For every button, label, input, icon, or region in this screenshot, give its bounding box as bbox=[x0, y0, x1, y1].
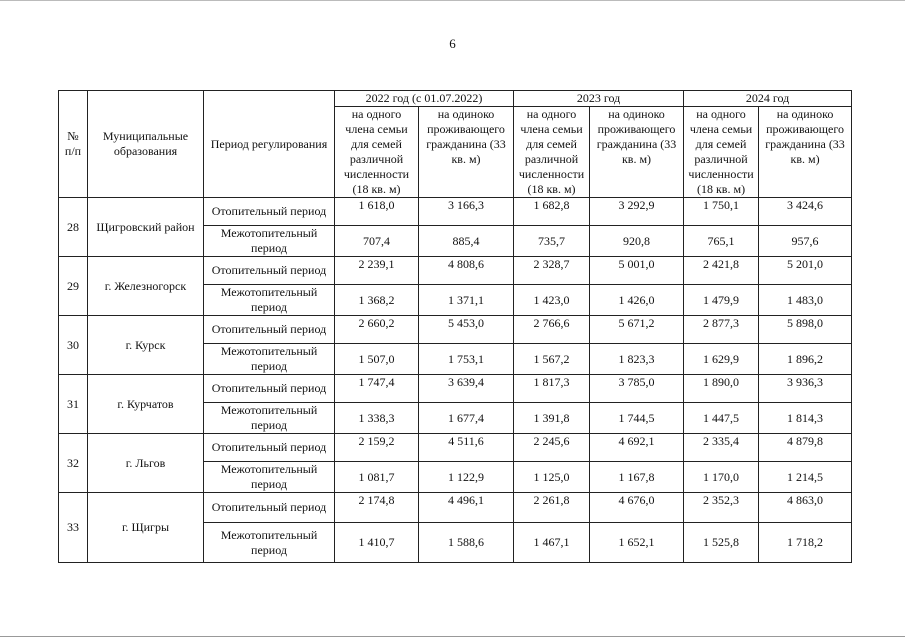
value-cell: 2 660,2 bbox=[335, 316, 419, 344]
value-cell: 2 245,6 bbox=[514, 434, 590, 462]
scan-edge-bottom bbox=[0, 636, 905, 637]
value-cell: 2 335,4 bbox=[684, 434, 759, 462]
value-cell: 2 239,1 bbox=[335, 257, 419, 285]
row-number: 31 bbox=[59, 375, 88, 434]
value-cell: 1 447,5 bbox=[684, 403, 759, 434]
value-cell: 1 483,0 bbox=[759, 285, 852, 316]
value-cell: 1 167,8 bbox=[590, 462, 684, 493]
period-label: Отопительный период bbox=[204, 434, 335, 462]
scan-edge-top bbox=[0, 0, 905, 1]
header-year-2023: 2023 год bbox=[514, 91, 684, 107]
value-cell: 1 467,1 bbox=[514, 523, 590, 563]
value-cell: 1 368,2 bbox=[335, 285, 419, 316]
value-cell: 1 896,2 bbox=[759, 344, 852, 375]
value-cell: 5 671,2 bbox=[590, 316, 684, 344]
value-cell: 4 863,0 bbox=[759, 493, 852, 523]
value-cell: 3 292,9 bbox=[590, 198, 684, 226]
period-label: Отопительный период bbox=[204, 316, 335, 344]
value-cell: 1 426,0 bbox=[590, 285, 684, 316]
value-cell: 885,4 bbox=[419, 226, 514, 257]
subheader-single-2023: на одиноко проживающего гражданина (33 кв. м) bbox=[590, 107, 684, 198]
value-cell: 1 718,2 bbox=[759, 523, 852, 563]
value-cell: 1 618,0 bbox=[335, 198, 419, 226]
period-label: Отопительный период bbox=[204, 493, 335, 523]
header-municipality: Муниципальные образования bbox=[88, 91, 204, 198]
period-label: Межотопительный период bbox=[204, 523, 335, 563]
municipality-name: г. Курск bbox=[88, 316, 204, 375]
value-cell: 4 676,0 bbox=[590, 493, 684, 523]
header-year-2022: 2022 год (с 01.07.2022) bbox=[335, 91, 514, 107]
value-cell: 1 338,3 bbox=[335, 403, 419, 434]
table-row bbox=[59, 434, 852, 462]
tariff-table bbox=[58, 90, 852, 563]
subheader-single-2024: на одиноко проживающего гражданина (33 кв. м) bbox=[759, 107, 852, 198]
header-period: Период регулирования bbox=[204, 91, 335, 198]
page-number: 6 bbox=[449, 36, 456, 51]
value-cell: 1 081,7 bbox=[335, 462, 419, 493]
value-cell: 920,8 bbox=[590, 226, 684, 257]
value-cell: 3 639,4 bbox=[419, 375, 514, 403]
value-cell: 1 682,8 bbox=[514, 198, 590, 226]
value-cell: 4 511,6 bbox=[419, 434, 514, 462]
value-cell: 1 744,5 bbox=[590, 403, 684, 434]
value-cell: 707,4 bbox=[335, 226, 419, 257]
value-cell: 2 352,3 bbox=[684, 493, 759, 523]
value-cell: 1 890,0 bbox=[684, 375, 759, 403]
value-cell: 2 261,8 bbox=[514, 493, 590, 523]
table-row bbox=[59, 493, 852, 523]
subheader-family-2023: на одного члена семьи для семей различной численности (18 кв. м) bbox=[514, 107, 590, 198]
value-cell: 1 423,0 bbox=[514, 285, 590, 316]
table-row bbox=[59, 316, 852, 344]
value-cell: 3 424,6 bbox=[759, 198, 852, 226]
value-cell: 1 677,4 bbox=[419, 403, 514, 434]
value-cell: 2 174,8 bbox=[335, 493, 419, 523]
value-cell: 2 421,8 bbox=[684, 257, 759, 285]
value-cell: 1 817,3 bbox=[514, 375, 590, 403]
value-cell: 2 328,7 bbox=[514, 257, 590, 285]
value-cell: 1 823,3 bbox=[590, 344, 684, 375]
header-num-text: № п/п bbox=[64, 129, 82, 158]
value-cell: 1 814,3 bbox=[759, 403, 852, 434]
value-cell: 765,1 bbox=[684, 226, 759, 257]
period-label: Межотопительный период bbox=[204, 285, 335, 316]
value-cell: 1 391,8 bbox=[514, 403, 590, 434]
value-cell: 957,6 bbox=[759, 226, 852, 257]
value-cell: 1 567,2 bbox=[514, 344, 590, 375]
value-cell: 1 747,4 bbox=[335, 375, 419, 403]
value-cell: 5 453,0 bbox=[419, 316, 514, 344]
value-cell: 735,7 bbox=[514, 226, 590, 257]
value-cell: 1 588,6 bbox=[419, 523, 514, 563]
value-cell: 1 629,9 bbox=[684, 344, 759, 375]
table-row bbox=[59, 257, 852, 285]
header-year-2024: 2024 год bbox=[684, 91, 852, 107]
value-cell: 1 507,0 bbox=[335, 344, 419, 375]
value-cell: 4 496,1 bbox=[419, 493, 514, 523]
value-cell: 5 201,0 bbox=[759, 257, 852, 285]
value-cell: 1 410,7 bbox=[335, 523, 419, 563]
value-cell: 1 479,9 bbox=[684, 285, 759, 316]
value-cell: 4 808,6 bbox=[419, 257, 514, 285]
value-cell: 1 750,1 bbox=[684, 198, 759, 226]
municipality-name: г. Железногорск bbox=[88, 257, 204, 316]
period-label: Отопительный период bbox=[204, 257, 335, 285]
value-cell: 3 936,3 bbox=[759, 375, 852, 403]
row-number: 29 bbox=[59, 257, 88, 316]
period-label: Отопительный период bbox=[204, 375, 335, 403]
municipality-name: г. Щигры bbox=[88, 493, 204, 563]
value-cell: 1 170,0 bbox=[684, 462, 759, 493]
value-cell: 4 879,8 bbox=[759, 434, 852, 462]
value-cell: 1 525,8 bbox=[684, 523, 759, 563]
value-cell: 5 898,0 bbox=[759, 316, 852, 344]
municipality-name: Щигровский район bbox=[88, 198, 204, 257]
period-label: Отопительный период bbox=[204, 198, 335, 226]
value-cell: 2 766,6 bbox=[514, 316, 590, 344]
row-number: 33 bbox=[59, 493, 88, 563]
value-cell: 1 125,0 bbox=[514, 462, 590, 493]
value-cell: 2 159,2 bbox=[335, 434, 419, 462]
subheader-family-2022: на одного члена семьи для семей различной численности (18 кв. м) bbox=[335, 107, 419, 198]
value-cell: 5 001,0 bbox=[590, 257, 684, 285]
period-label: Межотопительный период bbox=[204, 403, 335, 434]
table-row bbox=[59, 375, 852, 403]
value-cell: 2 877,3 bbox=[684, 316, 759, 344]
subheader-single-2022: на одиноко проживающего гражданина (33 кв. м) bbox=[419, 107, 514, 198]
value-cell: 1 371,1 bbox=[419, 285, 514, 316]
value-cell: 1 652,1 bbox=[590, 523, 684, 563]
table-row bbox=[59, 198, 852, 226]
period-label: Межотопительный период bbox=[204, 226, 335, 257]
period-label: Межотопительный период bbox=[204, 462, 335, 493]
header-num bbox=[59, 91, 88, 198]
row-number: 30 bbox=[59, 316, 88, 375]
period-label: Межотопительный период bbox=[204, 344, 335, 375]
municipality-name: г. Льгов bbox=[88, 434, 204, 493]
value-cell: 3 166,3 bbox=[419, 198, 514, 226]
subheader-family-2024: на одного члена семьи для семей различной численности (18 кв. м) bbox=[684, 107, 759, 198]
value-cell: 4 692,1 bbox=[590, 434, 684, 462]
value-cell: 1 214,5 bbox=[759, 462, 852, 493]
value-cell: 3 785,0 bbox=[590, 375, 684, 403]
municipality-name: г. Курчатов bbox=[88, 375, 204, 434]
value-cell: 1 122,9 bbox=[419, 462, 514, 493]
row-number: 28 bbox=[59, 198, 88, 257]
row-number: 32 bbox=[59, 434, 88, 493]
value-cell: 1 753,1 bbox=[419, 344, 514, 375]
